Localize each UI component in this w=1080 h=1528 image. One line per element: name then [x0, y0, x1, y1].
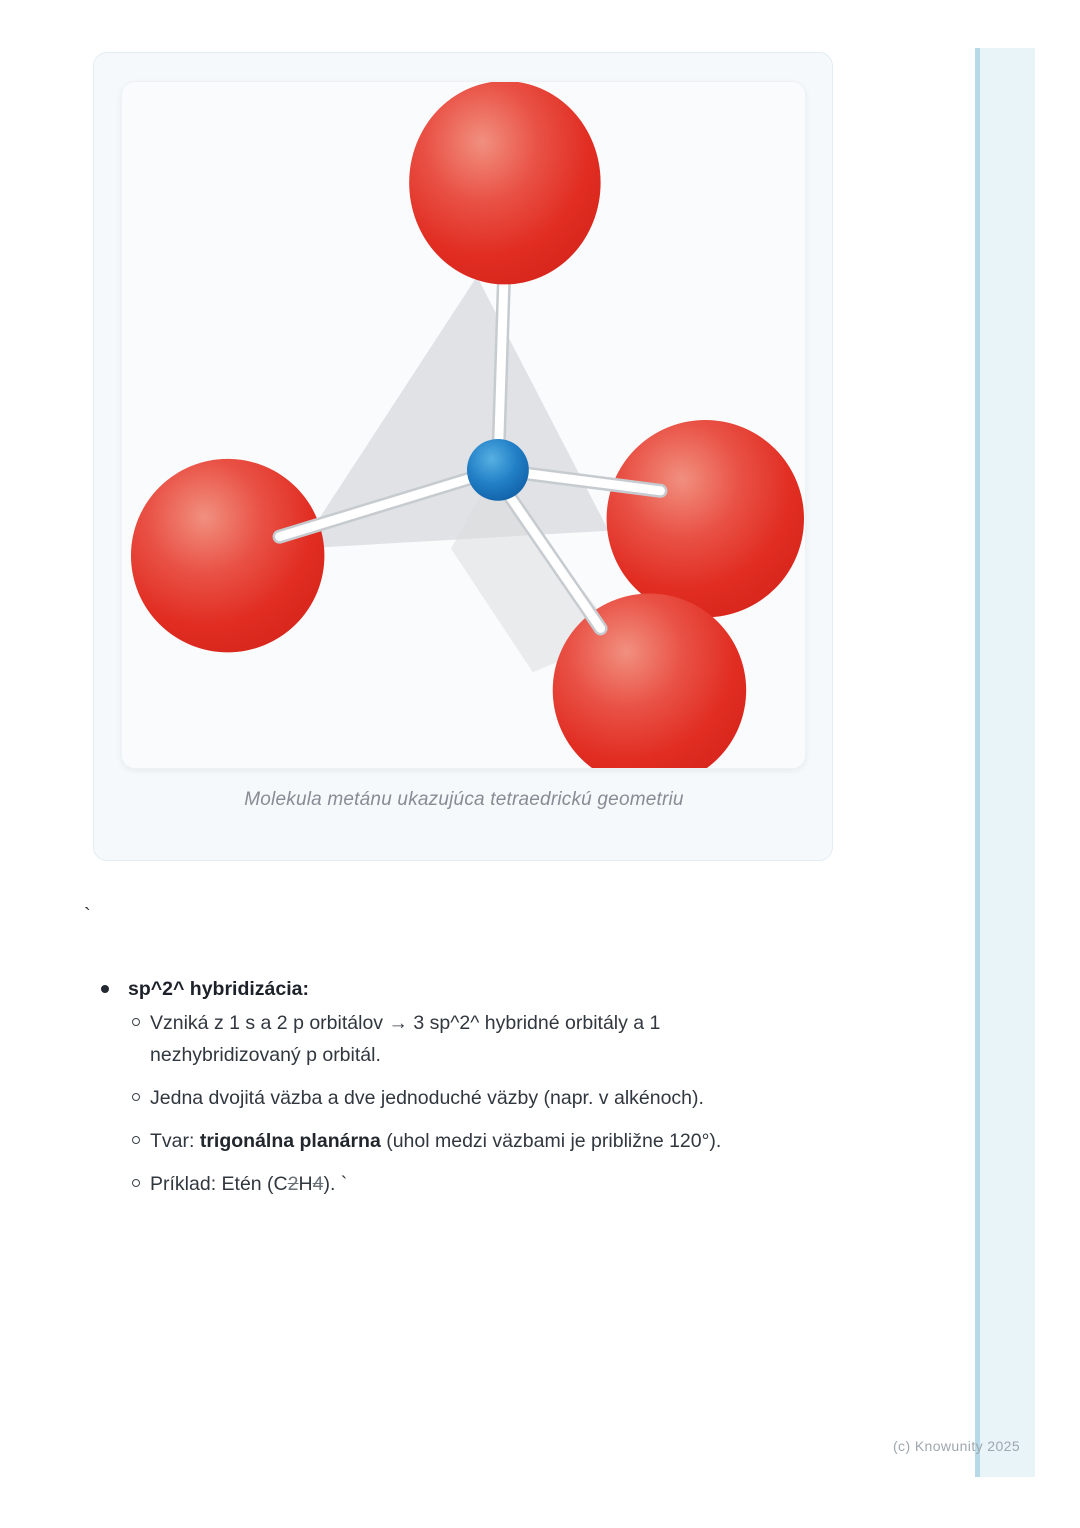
tetrahedron-face — [299, 276, 608, 548]
list-item-text — [150, 1007, 660, 1071]
hydrogen-atom — [409, 82, 600, 284]
text-segment: H — [298, 1173, 313, 1195]
copyright: (c) Knowunity 2025 — [893, 1438, 1021, 1454]
notes-list — [93, 973, 863, 1211]
figure-caption: Molekula metánu ukazujúca tetraedrickú geometriu — [244, 789, 684, 810]
list-item — [93, 1168, 863, 1200]
molecule-figure — [121, 81, 806, 769]
molecule-illustration — [122, 82, 805, 768]
strikethrough-text: 2 — [287, 1173, 299, 1195]
figure-card — [93, 52, 833, 861]
list-item — [93, 1125, 863, 1157]
sub-bullet-icon — [132, 1018, 140, 1026]
text-segment: Tvar: — [150, 1130, 200, 1152]
list-item-line: Vzniká z 1 s a 2 p orbitálov → 3 sp^2^ hybridné orbitály a 1 — [150, 1012, 661, 1034]
list-item-heading — [93, 973, 863, 1005]
stray-backtick: ` — [84, 905, 91, 927]
list-item — [93, 1007, 863, 1071]
hydrogen-atom — [131, 459, 324, 652]
right-margin-stripe — [975, 48, 1035, 1477]
list-item-text — [150, 1125, 721, 1157]
list-item-text — [150, 1168, 347, 1200]
list-heading: sp^2^ hybridizácia: — [128, 978, 309, 1000]
sub-bullet-icon — [132, 1093, 140, 1101]
strikethrough-text: 4 — [312, 1173, 324, 1195]
bullet-icon — [101, 985, 109, 993]
list-item — [93, 1082, 863, 1114]
text-segment: ). ` — [323, 1173, 348, 1195]
bold-text: trigonálna planárna — [199, 1130, 381, 1152]
text-segment: (uhol medzi väzbami je približne 120°). — [380, 1130, 722, 1152]
text-segment: Príklad: Etén (C — [150, 1173, 288, 1195]
sub-bullet-icon — [132, 1179, 140, 1187]
hydrogen-atom — [607, 420, 804, 617]
carbon-atom — [467, 439, 529, 501]
sub-bullet-icon — [132, 1136, 140, 1144]
list-item-text: Jedna dvojitá väzba a dve jednoduché väzby (napr. v alkénoch). — [150, 1087, 704, 1109]
list-item-line: nezhybridizovaný p orbitál. — [150, 1044, 381, 1066]
